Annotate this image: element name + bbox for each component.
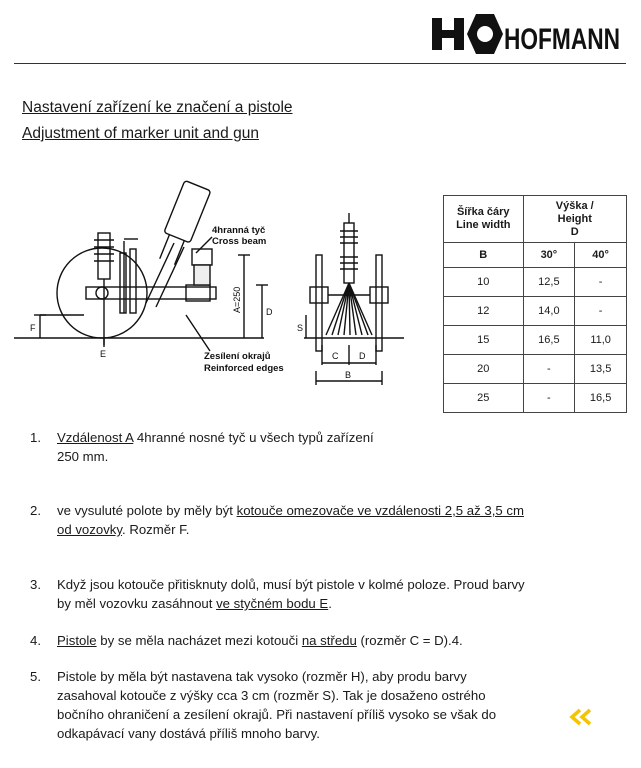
label-dim-c: C xyxy=(332,351,339,361)
label-dim-f: F xyxy=(30,323,36,333)
label-reinforced-cz: Zesílení okrajů xyxy=(204,351,271,362)
sub-header-40: 40° xyxy=(575,243,627,268)
list-item: 2. ve vysuluté polote by měly být kotouče omezovače ve vzdálenosti 2,5 až 3,5 cm od vozovky. Rozměr F. xyxy=(30,503,524,537)
col-line-width-header: Šířka čáry Line width xyxy=(444,196,524,243)
marker-unit-diagram xyxy=(14,175,434,390)
table-row: 15 16,5 11,0 xyxy=(444,326,627,355)
label-dim-e: E xyxy=(100,349,107,359)
label-dim-d: D xyxy=(266,307,273,317)
table-row: 10 12,5 - xyxy=(444,268,627,297)
col-height-header: Výška / Height D xyxy=(523,196,626,243)
sub-header-b: B xyxy=(444,243,524,268)
label-dim-d2: D xyxy=(359,351,366,361)
header-rule xyxy=(14,63,626,64)
label-cross-beam-cz: 4hranná tyč xyxy=(212,225,266,236)
label-dim-s: S xyxy=(297,323,304,333)
list-item: 4. Pistole by se měla nacházet mezi kotouči na středu (rozměr C = D).4. xyxy=(30,633,463,648)
page-title-cz: Nastavení zařízení ke značení a pistole xyxy=(22,99,293,116)
table-row: 25 - 16,5 xyxy=(444,384,627,413)
label-reinforced-en: Reinforced edges xyxy=(204,363,284,374)
line-width-height-table xyxy=(443,195,627,413)
list-item: 1. Vzdálenost A 4hranné nosné tyč u všech typů zařízení 250 mm. xyxy=(30,430,374,464)
list-item: 5. Pistole by měla být nastavena tak vysoko (rozměr H), aby produ barvy zasahoval kotouče z výšky cca 3 cm (rozměr S). Tak je dosaženo ostrého bočního ohraničení a zesílení okrajů. Při nastavení příliš vysoko se však do odkapávací vany dostává příliš mnoho barvy. xyxy=(30,669,497,741)
list-item: 3. Když jsou kotouče přitisknuty dolů, musí být pistole v kolmé poloze. Proud barvy by měl vozovku zasáhnout ve styčném bodu E. xyxy=(30,577,525,611)
label-dim-a: A=250 xyxy=(232,286,242,313)
label-dim-b: B xyxy=(345,370,352,380)
hofmann-logo xyxy=(430,10,622,58)
table-row: 20 - 13,5 xyxy=(444,355,627,384)
double-chevron-left-icon xyxy=(566,707,596,727)
label-cross-beam-en: Cross beam xyxy=(212,236,267,247)
page-title-en: Adjustment of marker unit and gun xyxy=(22,125,259,142)
sub-header-30: 30° xyxy=(523,243,575,268)
logo-text: HOFMANN xyxy=(504,23,620,56)
table-row: 12 14,0 - xyxy=(444,297,627,326)
